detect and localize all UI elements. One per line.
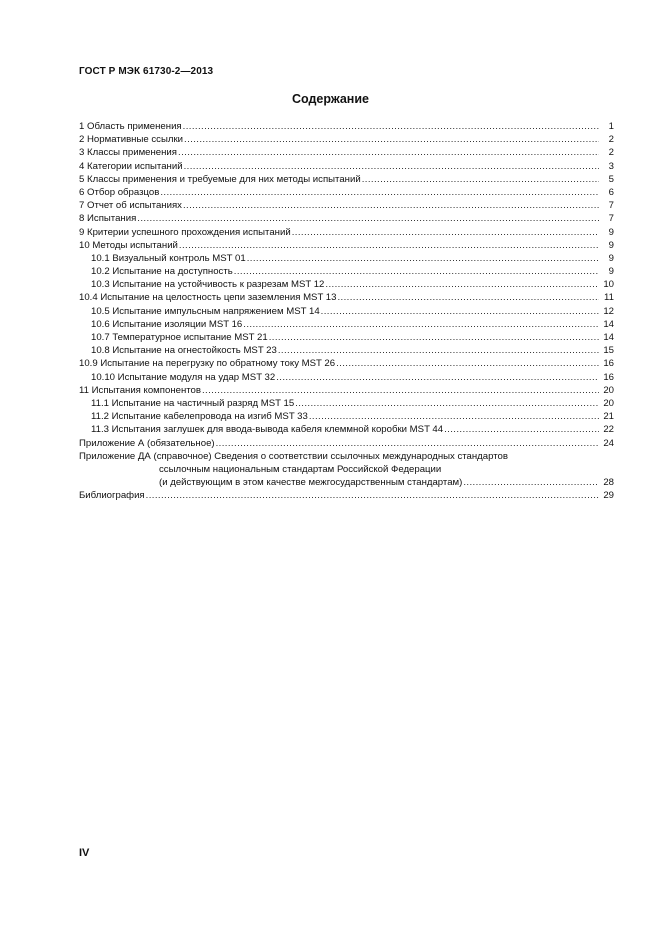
toc-entries xyxy=(79,120,614,450)
toc-entry-page: 20 xyxy=(603,397,614,409)
toc-entry-text: 10.4 Испытание на целостность цепи заземления MST 13 xyxy=(79,292,337,304)
toc-entry-text: 4 Категории испытаний xyxy=(79,160,183,172)
toc-leader-dots xyxy=(184,133,599,146)
toc-entry-page: 9 xyxy=(608,266,614,278)
toc-entry xyxy=(79,212,614,225)
toc-entry-text: 3 Классы применения xyxy=(79,147,177,159)
toc-entry-text: 11.3 Испытания заглушек для ввода-вывода кабеля клеммной коробки MST 44 xyxy=(91,424,444,436)
toc-entry-page: 9 xyxy=(608,252,614,264)
page-number: IV xyxy=(79,847,90,859)
toc-annex-da-line2: ссылочным национальным стандартам Российской Федерации xyxy=(159,463,442,475)
toc-annex-da-line3 xyxy=(79,476,614,489)
toc-entry-text: 10.1 Визуальный контроль MST 01 xyxy=(91,252,246,264)
toc-leader-dots xyxy=(336,357,599,370)
toc-entry xyxy=(79,410,614,423)
toc-leader-dots xyxy=(321,305,599,318)
toc-entry-page: 11 xyxy=(604,292,614,304)
toc-leader-dots xyxy=(325,278,599,291)
toc-leader-dots xyxy=(463,476,599,489)
toc-entry xyxy=(79,291,614,304)
toc-entry-page: 2 xyxy=(608,134,614,146)
toc-entry-text: 10.9 Испытание на перегрузку по обратному току MST 26 xyxy=(79,358,336,370)
toc-bibliography xyxy=(79,489,614,502)
toc-entry-page: 2 xyxy=(608,147,614,159)
toc-leader-dots xyxy=(276,371,599,384)
toc-entry-text: 10.2 Испытание на доступность xyxy=(91,266,233,278)
toc-entry-text: 10.8 Испытание на огнестойкость MST 23 xyxy=(91,345,277,357)
toc-entry-page: 15 xyxy=(603,345,614,357)
toc-entry-page: 3 xyxy=(608,160,614,172)
toc-entry-page: 6 xyxy=(608,186,614,198)
toc-leader-dots xyxy=(243,318,599,331)
toc-entry-page: 5 xyxy=(608,173,614,185)
toc-entry-page: 1 xyxy=(608,121,614,132)
toc-entry-text: 10 Методы испытаний xyxy=(79,239,178,251)
toc-leader-dots xyxy=(362,173,599,186)
toc-entry xyxy=(79,278,614,291)
toc-entry xyxy=(79,384,614,397)
toc-entry xyxy=(79,173,614,186)
toc-entry-text: 6 Отбор образцов xyxy=(79,186,160,198)
toc-entry-text: Библиография xyxy=(79,490,145,502)
toc-entry-page: 14 xyxy=(603,318,614,330)
toc-leader-dots xyxy=(183,120,599,133)
toc-leader-dots xyxy=(309,410,599,423)
toc-entry xyxy=(79,331,614,344)
toc-entry-page: 12 xyxy=(603,305,614,317)
toc-leader-dots xyxy=(216,437,599,450)
toc-entry-text: 10.7 Температурное испытание MST 21 xyxy=(91,332,268,343)
toc-entry-text: 10.6 Испытание изоляции MST 16 xyxy=(91,318,243,330)
toc-entry xyxy=(79,305,614,318)
toc-leader-dots xyxy=(202,384,599,397)
toc-entry-text: 10.3 Испытание на устойчивость к разрезам MST 12 xyxy=(91,279,325,291)
toc-leader-dots xyxy=(292,226,599,239)
toc-entry-text: 10.10 Испытание модуля на удар MST 32 xyxy=(91,371,276,383)
toc-entry-page: 9 xyxy=(608,226,614,238)
toc-entry xyxy=(79,226,614,239)
toc-entry-page: 16 xyxy=(603,371,614,383)
toc-entry xyxy=(79,186,614,199)
toc-entry-text: (и действующим в этом качестве межгосударственным стандартам) xyxy=(159,477,463,489)
toc-leader-dots xyxy=(278,344,599,357)
toc-entry-page: 21 xyxy=(603,411,614,423)
toc-leader-dots xyxy=(178,146,599,159)
toc-entry-text: 11.1 Испытание на частичный разряд MST 15 xyxy=(91,397,295,409)
toc-entry xyxy=(79,265,614,278)
toc-entry-text: 5 Классы применения и требуемые для них методы испытаний xyxy=(79,173,361,185)
toc-leader-dots xyxy=(337,291,599,304)
toc-leader-dots xyxy=(183,199,599,212)
toc-leader-dots xyxy=(247,252,599,265)
toc-entry xyxy=(79,318,614,331)
toc-entry-text: 11 Испытания компонентов xyxy=(79,384,201,396)
toc-leader-dots xyxy=(184,160,599,173)
page-title: Содержание xyxy=(291,92,369,106)
toc-entry-page: 16 xyxy=(603,358,614,370)
toc-entry xyxy=(79,344,614,357)
toc-entry xyxy=(79,437,614,450)
toc-entry-page: 28 xyxy=(603,477,614,489)
toc-entry-page: 10 xyxy=(603,279,614,291)
toc-entry xyxy=(79,423,614,436)
toc-entry-page: 24 xyxy=(603,437,614,449)
toc-leader-dots xyxy=(179,239,599,252)
toc-entry-text: 7 Отчет об испытаниях xyxy=(79,200,182,212)
toc-entry-text: 9 Критерии успешного прохождения испытаний xyxy=(79,226,291,238)
toc-entry-page: 20 xyxy=(603,384,614,396)
toc-entry-text: 10.5 Испытание импульсным напряжением MST 14 xyxy=(91,305,320,317)
toc-entry-text: 2 Нормативные ссылки xyxy=(79,134,184,146)
toc-entry xyxy=(79,120,614,133)
toc-entry xyxy=(79,146,614,159)
toc-leader-dots xyxy=(160,186,599,199)
toc-entry xyxy=(79,133,614,146)
toc-entry-text: 1 Область применения xyxy=(79,121,182,132)
toc-entry-text: 11.2 Испытание кабелепровода на изгиб MST 33 xyxy=(91,411,308,423)
toc-leader-dots xyxy=(444,423,599,436)
toc-entry xyxy=(79,357,614,370)
toc-entry xyxy=(79,199,614,212)
toc-entry-page: 22 xyxy=(603,424,614,436)
toc-leader-dots xyxy=(146,489,599,502)
toc-entry-text: 8 Испытания xyxy=(79,213,137,225)
toc-entry-page: 9 xyxy=(608,239,614,251)
toc-entry xyxy=(79,239,614,252)
toc-leader-dots xyxy=(137,212,599,225)
toc-entry xyxy=(79,371,614,384)
toc-entry-text: Приложение А (обязательное) xyxy=(79,437,215,449)
toc-entry xyxy=(79,160,614,173)
toc-entry xyxy=(79,397,614,410)
toc-entry-page: 7 xyxy=(608,213,614,225)
toc-entry-page: 14 xyxy=(603,332,614,343)
toc-leader-dots xyxy=(269,331,599,344)
table-of-contents xyxy=(79,120,614,502)
toc-leader-dots xyxy=(295,397,599,410)
toc-entry xyxy=(79,252,614,265)
toc-annex-da-line1: Приложение ДА (справочное) Сведения о соответствии ссылочных международных стандартов xyxy=(79,450,508,462)
document-header: ГОСТ Р МЭК 61730-2—2013 xyxy=(79,66,214,77)
toc-leader-dots xyxy=(234,265,599,278)
toc-entry-page: 7 xyxy=(608,200,614,212)
toc-entry-page: 29 xyxy=(603,490,614,502)
